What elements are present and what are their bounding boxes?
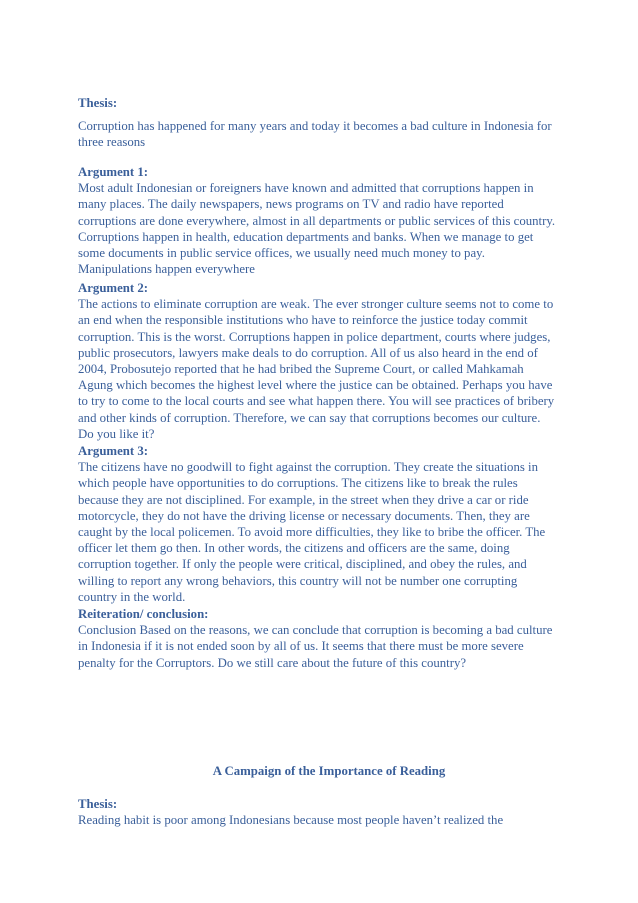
text-line: country in the world. [78, 589, 186, 604]
thesis-heading: Thesis: [78, 96, 118, 110]
argument3-heading: Argument 3: [78, 444, 149, 458]
text-line: many places. The daily newspapers, news programs on TV and radio have reported [78, 197, 504, 212]
text-line: officer let them go then. In other words, the citizens and officers are the same, doing [78, 541, 510, 556]
text-line: Most adult Indonesian or foreigners have known and admitted that corruptions happen in [78, 181, 534, 196]
conclusion-section [78, 606, 568, 671]
argument2-heading: Argument 2: [78, 281, 149, 295]
text-line: willing to report any wrong behaviors, this country will not be number one corrupting [78, 573, 518, 588]
argument1-heading: Argument 1: [78, 165, 149, 179]
section2-thesis-section [78, 796, 568, 828]
text-line: some documents in public service offices, we usually need much money to pay. [78, 246, 485, 261]
text-line: because they are not disciplined. For example, in the street when they drive a car or ride [78, 492, 529, 507]
text-line: Reading habit is poor among Indonesians because most people haven’t realized the [78, 813, 504, 828]
text-line: The actions to eliminate corruption are weak. The ever stronger culture seems not to come to [78, 297, 554, 312]
argument1-section [78, 164, 568, 277]
text-line: an end when the responsible institutions who have to reinforce the justice today commit [78, 313, 528, 328]
text-line: which people have opportunities to do corruptions. The citizens like to break the rules [78, 476, 518, 491]
text-line: corruption together. If only the people were critical, disciplined, and obey the rules, and [78, 557, 527, 572]
section2-thesis-heading: Thesis: [78, 797, 118, 811]
text-line: Corruptions happen in health, education departments and banks. When we manage to get [78, 229, 534, 244]
argument2-section [78, 280, 568, 442]
conclusion-heading: Reiteration/ conclusion: [78, 607, 209, 621]
text-line: caught by the local policemen. To avoid more difficulties, they like to bribe the officer. The [78, 525, 546, 540]
text-line: to try to come to the local courts and see what happen there. You will see practices of bribery [78, 394, 555, 409]
text-line: corruptions are done everywhere, almost in all departments or public services of this country. [78, 213, 556, 228]
text-line: corruption. This is the worst. Corruptions happen in police department, courts where judges, [78, 329, 551, 344]
text-line: Conclusion Based on the reasons, we can conclude that corruption is becoming a bad culture [78, 623, 553, 638]
text-line: Manipulations happen everywhere [78, 262, 255, 277]
text-line: public prosecutors, lawyers make deals to do corruption. All of us also heard in the end of [78, 345, 538, 360]
thesis-section [78, 95, 568, 151]
text-line: motorcycle, they do not have the driving license or necessary documents. Then, they are [78, 508, 530, 523]
text-line: three reasons [78, 135, 146, 150]
text-line: The citizens have no goodwill to fight against the corruption. They create the situations in [78, 460, 538, 475]
text-line: penalty for the Corruptors. Do we still care about the future of this country? [78, 655, 467, 670]
text-line: Do you like it? [78, 426, 155, 441]
section2-title: A Campaign of the Importance of Reading [212, 764, 446, 778]
argument3-section [78, 443, 568, 605]
text-line: and other kinds of corruption. Therefore, we can say that corruptions becomes our culture. [78, 410, 541, 425]
text-line: in Indonesia if it is not ended soon by all of us. It seems that there must be more severe [78, 639, 524, 654]
text-line: 2004, Probosutejo reported that he had bribed the Supreme Court, or called Mahkamah [78, 362, 524, 377]
text-line: Corruption has happened for many years and today it becomes a bad culture in Indonesia for [78, 119, 552, 134]
text-line: Agung which becomes the highest level where the justice can be obtained. Perhaps you have [78, 378, 553, 393]
